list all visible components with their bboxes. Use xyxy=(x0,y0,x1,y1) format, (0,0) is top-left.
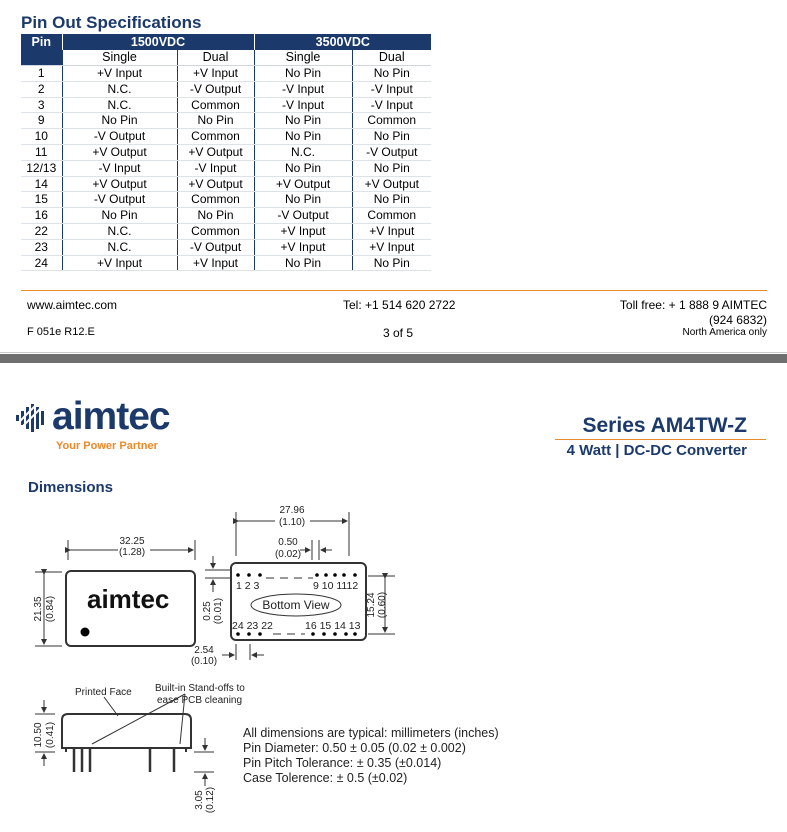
aimtec-tagline: Your Power Partner xyxy=(56,440,158,452)
pin-function-cell: Common xyxy=(177,97,254,113)
pinout-title: Pin Out Specifications xyxy=(21,13,202,32)
pin-number-cell: 16 xyxy=(21,208,62,224)
dim-pitch-in: (0.10) xyxy=(190,656,218,667)
note-case-tolerance: Case Tolerence: ± 0.5 (±0.02) xyxy=(243,771,408,785)
pinout-row xyxy=(21,176,431,192)
pin-function-cell: No Pin xyxy=(254,66,352,82)
pinout-row xyxy=(21,144,431,160)
footer-tollfree-number: (924 6832) xyxy=(708,313,767,327)
pin-function-cell: +V Output xyxy=(177,176,254,192)
dim-body-height: 10.50 xyxy=(33,722,44,748)
pin-function-cell: Common xyxy=(352,208,431,224)
series-subtitle: 4 Watt | DC-DC Converter xyxy=(566,442,747,459)
group-3500-header: 3500VDC xyxy=(254,34,431,50)
pin-number-cell: 2 xyxy=(21,81,62,97)
pins-top-left: 1 2 3 xyxy=(236,580,260,592)
note-typical: All dimensions are typical: millimeters (inches) xyxy=(243,726,499,740)
footer-na-only: North America only xyxy=(682,327,767,338)
pinout-row xyxy=(21,239,431,255)
pinout-table xyxy=(21,34,431,271)
pin-function-cell: N.C. xyxy=(62,81,177,97)
dim-pin-length: 3.05 xyxy=(194,790,205,810)
pin-number-cell: 3 xyxy=(21,97,62,113)
pin-number-cell: 23 xyxy=(21,239,62,255)
pin-function-cell: N.C. xyxy=(254,144,352,160)
dim-rowspace-in: (0.60) xyxy=(377,591,388,619)
pin-function-cell: N.C. xyxy=(62,239,177,255)
dim-height-in: (0.84) xyxy=(45,595,56,623)
pin-function-cell: N.C. xyxy=(62,97,177,113)
pin-function-cell: No Pin xyxy=(254,129,352,145)
dim-gap: 0.25 xyxy=(202,601,213,621)
pin-number-cell: 24 xyxy=(21,255,62,271)
footer-website[interactable]: www.aimtec.com xyxy=(27,298,118,312)
pin-function-cell: -V Output xyxy=(177,239,254,255)
pinout-header-row xyxy=(21,34,431,50)
pin-function-cell: -V Output xyxy=(177,81,254,97)
dim-pindia: 0.50 xyxy=(278,537,298,548)
dim-pinrow: 27.96 xyxy=(279,505,305,516)
pin-number-cell: 9 xyxy=(21,113,62,129)
pin1-marker-dot xyxy=(81,628,90,637)
dim-pinrow-in: (1.10) xyxy=(278,517,306,528)
pin-function-cell: -V Input xyxy=(352,97,431,113)
col-pin-spacer xyxy=(21,50,62,66)
pin-function-cell: No Pin xyxy=(352,66,431,82)
series-title: Series AM4TW-Z xyxy=(582,414,747,437)
sub-dual-b: Dual xyxy=(352,50,431,66)
pin-function-cell: -V Output xyxy=(62,192,177,208)
pin-function-cell: -V Input xyxy=(62,160,177,176)
module-printed-logo: aimtec xyxy=(87,584,170,614)
pin-number-cell: 15 xyxy=(21,192,62,208)
pinout-row xyxy=(21,223,431,239)
pin-function-cell: +V Output xyxy=(352,176,431,192)
printed-face-label: Printed Face xyxy=(75,687,132,698)
pin-function-cell: +V Input xyxy=(177,255,254,271)
pins-bottom-left: 24 23 22 xyxy=(232,620,273,632)
pin-function-cell: Common xyxy=(352,113,431,129)
pin-function-cell: No Pin xyxy=(352,192,431,208)
pin-function-cell: No Pin xyxy=(62,113,177,129)
pin-function-cell: +V Output xyxy=(254,176,352,192)
pin-function-cell: +V Input xyxy=(177,66,254,82)
pin-function-cell: -V Output xyxy=(352,144,431,160)
pin-number-cell: 22 xyxy=(21,223,62,239)
note-pin-diameter: Pin Diameter: 0.50 ± 0.05 (0.02 ± 0.002) xyxy=(243,741,466,755)
footer-page-number: 3 of 5 xyxy=(383,326,414,340)
pin-number-cell: 12/13 xyxy=(21,160,62,176)
bottom-view-label: Bottom View xyxy=(262,598,330,612)
page-separator xyxy=(0,354,787,363)
pin-function-cell: -V Output xyxy=(254,208,352,224)
pins-top-right: 9 10 1112 xyxy=(313,580,359,592)
footer-tel: Tel: +1 514 620 2722 xyxy=(343,298,456,312)
note-pin-pitch: Pin Pitch Tolerance: ± 0.35 (±0.014) xyxy=(243,756,442,770)
pinout-row xyxy=(21,129,431,145)
pin-number-cell: 1 xyxy=(21,66,62,82)
pin-function-cell: -V Input xyxy=(352,81,431,97)
pin-function-cell: No Pin xyxy=(254,113,352,129)
standoffs-label-line1: Built-in Stand-offs to xyxy=(155,683,245,694)
dimensions-title: Dimensions xyxy=(28,479,114,496)
dim-pin-length-in: (0.12) xyxy=(205,786,216,814)
standoffs-label-line2: ease PCB cleaning xyxy=(157,695,243,706)
pin-function-cell: -V Input xyxy=(254,97,352,113)
pin-function-cell: +V Output xyxy=(62,144,177,160)
pin-function-cell: -V Input xyxy=(177,160,254,176)
sub-single-a: Single xyxy=(62,50,177,66)
page-separator-light xyxy=(0,352,787,353)
pin-function-cell: +V Input xyxy=(62,66,177,82)
pin-function-cell: +V Input xyxy=(352,239,431,255)
pinout-subheader-row xyxy=(21,50,431,66)
pin-function-cell: +V Output xyxy=(177,144,254,160)
pin-function-cell: No Pin xyxy=(177,113,254,129)
pinout-row xyxy=(21,208,431,224)
aimtec-logo-mark-icon xyxy=(14,401,48,435)
col-pin-header: Pin xyxy=(21,34,62,50)
pinout-row xyxy=(21,192,431,208)
pin-function-cell: No Pin xyxy=(254,192,352,208)
pin-function-cell: +V Output xyxy=(62,176,177,192)
dim-length-in: (1.28) xyxy=(118,547,146,558)
pin-function-cell: N.C. xyxy=(62,223,177,239)
dim-pindia-in: (0.02) xyxy=(274,549,302,560)
pinout-row xyxy=(21,160,431,176)
sub-single-b: Single xyxy=(254,50,352,66)
pin-function-cell: Common xyxy=(177,192,254,208)
pin-function-cell: No Pin xyxy=(352,129,431,145)
dimensions-drawing xyxy=(0,500,787,832)
pin-function-cell: No Pin xyxy=(254,160,352,176)
pin-function-cell: No Pin xyxy=(352,255,431,271)
pinout-row xyxy=(21,255,431,271)
dim-gap-in: (0.01) xyxy=(213,597,224,625)
pin-function-cell: +V Input xyxy=(62,255,177,271)
dim-rowspace: 15.24 xyxy=(366,592,377,618)
pin-function-cell: No Pin xyxy=(177,208,254,224)
dim-body-height-in: (0.41) xyxy=(45,721,56,749)
dim-length: 32.25 xyxy=(119,536,145,547)
pin-function-cell: +V Input xyxy=(254,223,352,239)
header-rule xyxy=(555,439,766,440)
pin-function-cell: +V Input xyxy=(352,223,431,239)
pin-function-cell: Common xyxy=(177,223,254,239)
footer-doc-code: F 051e R12.E xyxy=(27,326,95,338)
pin-number-cell: 14 xyxy=(21,176,62,192)
pin-function-cell: No Pin xyxy=(254,255,352,271)
pin-function-cell: -V Output xyxy=(62,129,177,145)
aimtec-brand-wordmark: aimtec xyxy=(52,395,170,438)
pin-function-cell: No Pin xyxy=(62,208,177,224)
pin-function-cell: -V Input xyxy=(254,81,352,97)
pinout-row xyxy=(21,66,431,82)
pin-function-cell: No Pin xyxy=(352,160,431,176)
pins-bottom-right: 16 15 14 13 xyxy=(305,620,361,632)
pin-function-cell: Common xyxy=(177,129,254,145)
pinout-row xyxy=(21,97,431,113)
dim-pitch: 2.54 xyxy=(194,645,214,656)
footer-tollfree: Toll free: + 1 888 9 AIMTEC xyxy=(619,298,767,312)
pinout-row xyxy=(21,81,431,97)
pinout-row xyxy=(21,113,431,129)
pin-number-cell: 11 xyxy=(21,144,62,160)
pin-function-cell: +V Input xyxy=(254,239,352,255)
dim-height: 21.35 xyxy=(33,596,44,622)
footer-rule xyxy=(21,290,767,291)
pin-number-cell: 10 xyxy=(21,129,62,145)
group-1500-header: 1500VDC xyxy=(62,34,254,50)
sub-dual-a: Dual xyxy=(177,50,254,66)
module-side-view xyxy=(62,714,191,748)
